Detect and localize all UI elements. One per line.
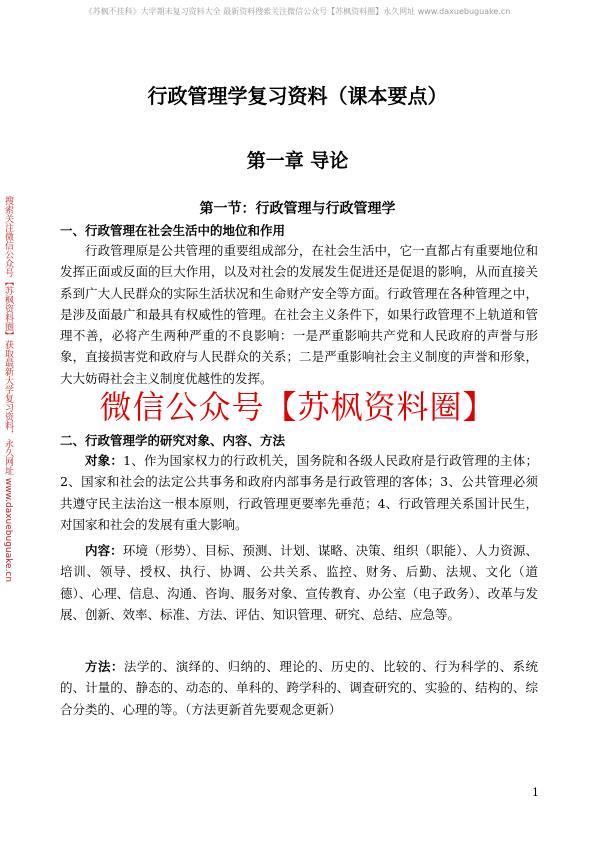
- side-watermark: 搜索关注微信公众号【苏枫资料圈】获取最新大学复习资料，永久网址 www.daxuebuguake.cn: [3, 196, 13, 583]
- page-number: 1: [532, 786, 539, 799]
- paragraph-one: 行政管理原是公共管理的重要组成部分，在社会生活中，它一直都占有重要地位和发挥正面或反面的巨大作用，以及对社会的发展发生促进还是促退的影响，从而直接关系到广大人民群众的实际生活状况和生命财产安全等方面。行政管理在各种管理之中，是涉及面最广和最具有权威性的管理。在社会主义条件下，如果行政管理不上轨道和管理不善，必将产生两种严重的不良影响：一是严重影响共产党和人民政府的声誉与形象，直接损害党和政府与人民群众的关系；二是严重影响社会主义制度的声誉和形象，大大妨碍社会主义制度优越性的发挥。: [60, 243, 538, 386]
- subheading-two: 二、行政管理学的研究对象、内容、方法: [60, 433, 286, 448]
- paragraph-method: [60, 656, 538, 720]
- object-label: 对象：: [85, 453, 124, 468]
- red-watermark: 微信公众号【苏枫资料圈】: [99, 388, 496, 426]
- subheading-one: 一、行政管理在社会生活中的地位和作用: [60, 223, 286, 238]
- content-text: 环境（形势）、目标、预测、计划、谋略、决策、组织（职能）、人力资源、培训、领导、授权、执行、协调、公共关系、监控、财务、后勤、法规、文化（道德）、心理、信息、沟通、咨询、服务对象、宣传教育、办公室（电子政务）、改革与发展、创新、效率、标准、方法、评估、知识管理、研究、总结、应急等。: [60, 543, 538, 622]
- method-text: 法学的、演绎的、归纳的、理论的、历史的、比较的、行为科学的、系统的、计量的、静态的、动态的、单科的、跨学科的、调查研究的、实验的、结构的、综合分类的、心理的等。（方法更新首先要观念更新）: [60, 659, 538, 717]
- chapter-heading: 第一章 导论: [246, 150, 349, 172]
- content-label: 内容：: [85, 543, 123, 558]
- object-text: 1、作为国家权力的行政机关，国务院和各级人民政府是行政管理的主体；2、国家和社会的法定公共事务和政府内部事务是行政管理的客体；3、公共管理必须共遵守民主法治这一根本原则，行政管理更要率先垂范；4、行政管理关系国计民生，对国家和社会的发展有重大影响。: [60, 453, 538, 532]
- page-header: 《苏枫不挂科》大学期末复习资料大全 最新资料搜索关注微信公众号【苏枫资料圈】永久网址 www.daxuebuguake.cn: [84, 7, 511, 16]
- section-heading: 第一节：行政管理与行政管理学: [199, 201, 396, 217]
- paragraph-object: [60, 450, 538, 535]
- paragraph-content: [60, 540, 538, 625]
- method-label: 方法：: [85, 659, 124, 674]
- document-title: 行政管理学复习资料（课本要点）: [147, 84, 448, 108]
